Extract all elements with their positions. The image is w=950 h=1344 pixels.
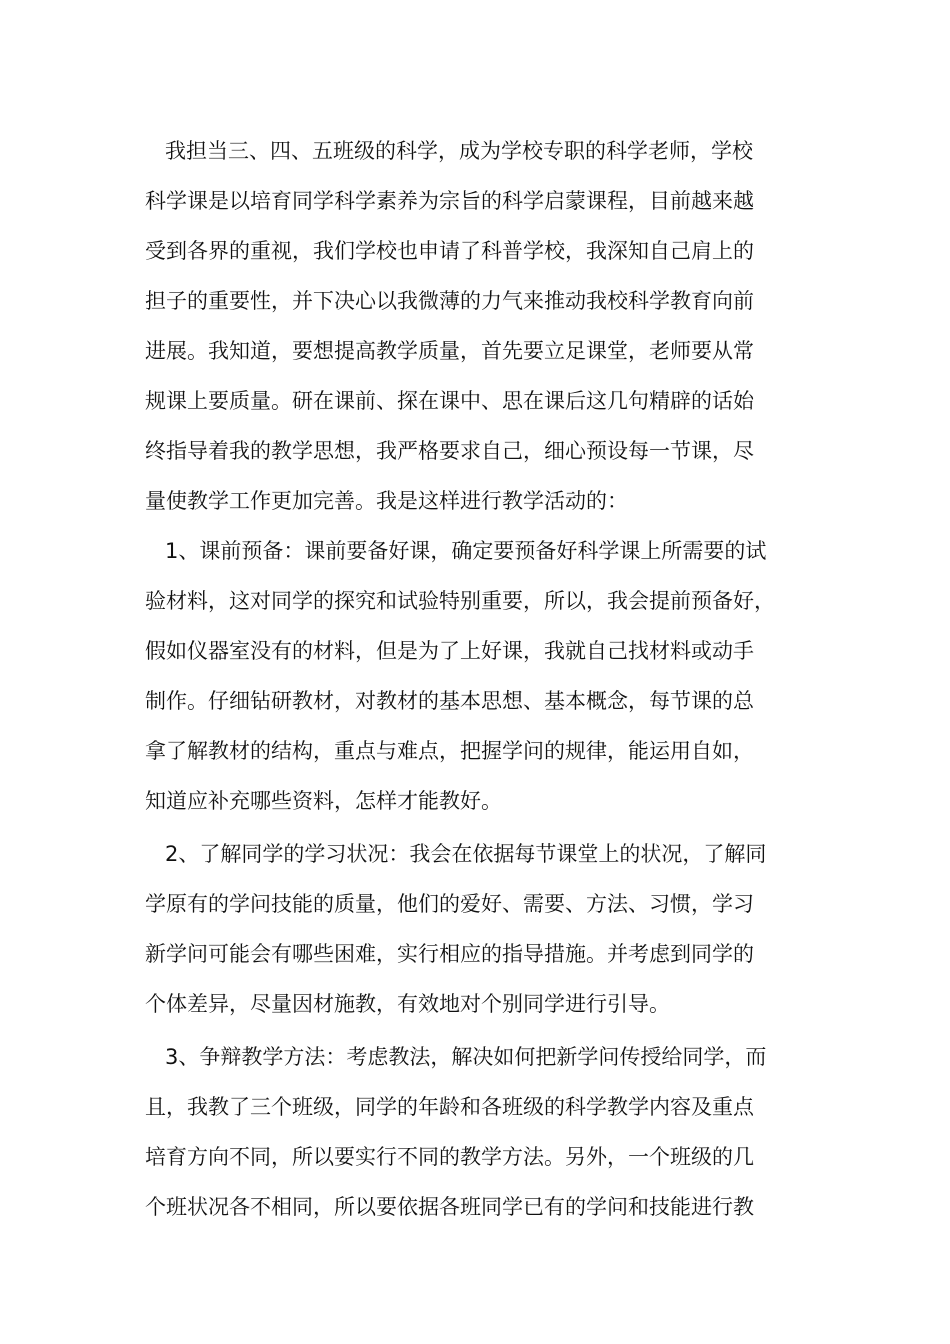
text-line: 学原有的学问技能的质量，他们的爱好、需要、方法、习惯，学习 xyxy=(145,892,754,916)
text-line: 2、了解同学的学习状况：我会在依据每节课堂上的状况，了解同 xyxy=(165,842,767,866)
text-line: 拿了解教材的结构，重点与难点，把握学问的规律，能运用自如， xyxy=(145,739,754,763)
text-line: 个体差异，尽量因材施教，有效地对个别同学进行引导。 xyxy=(145,992,670,1016)
text-line: 知道应补充哪些资料，怎样才能教好。 xyxy=(145,789,502,813)
text-line: 量使教学工作更加完善。我是这样进行教学活动的： xyxy=(145,489,628,513)
text-line: 我担当三、四、五班级的科学，成为学校专职的科学老师，学校 xyxy=(165,139,753,163)
text-line: 个班状况各不相同，所以要依据各班同学已有的学问和技能进行教 xyxy=(145,1195,754,1219)
text-line: 培育方向不同，所以要实行不同的教学方法。另外，一个班级的几 xyxy=(145,1145,754,1169)
text-line: 验材料，这对同学的探究和试验特别重要，所以，我会提前预备好， xyxy=(145,589,775,613)
body-text xyxy=(145,132,815,1238)
text-line: 担子的重要性，并下决心以我微薄的力气来推动我校科学教育向前 xyxy=(145,289,754,313)
text-line: 且，我教了三个班级，同学的年龄和各班级的科学教学内容及重点 xyxy=(145,1095,754,1119)
text-line: 规课上要质量。研在课前、探在课中、思在课后这几句精辟的话始 xyxy=(145,389,754,413)
text-line: 终指导着我的教学思想，我严格要求自己，细心预设每一节课，尽 xyxy=(145,439,754,463)
text-line: 假如仪器室没有的材料，但是为了上好课，我就自己找材料或动手 xyxy=(145,639,754,663)
text-line: 科学课是以培育同学科学素养为宗旨的科学启蒙课程，目前越来越 xyxy=(145,189,754,213)
text-line: 制作。仔细钻研教材，对教材的基本思想、基本概念，每节课的总 xyxy=(145,689,754,713)
text-line: 进展。我知道，要想提高教学质量，首先要立足课堂，老师要从常 xyxy=(145,339,754,363)
text-line: 受到各界的重视，我们学校也申请了科普学校，我深知自己肩上的 xyxy=(145,239,754,263)
text-line: 1、课前预备：课前要备好课，确定要预备好科学课上所需要的试 xyxy=(165,539,767,563)
text-line: 新学问可能会有哪些困难，实行相应的指导措施。并考虑到同学的 xyxy=(145,942,754,966)
text-line: 3、争辩教学方法：考虑教法，解决如何把新学问传授给同学，而 xyxy=(165,1045,767,1069)
